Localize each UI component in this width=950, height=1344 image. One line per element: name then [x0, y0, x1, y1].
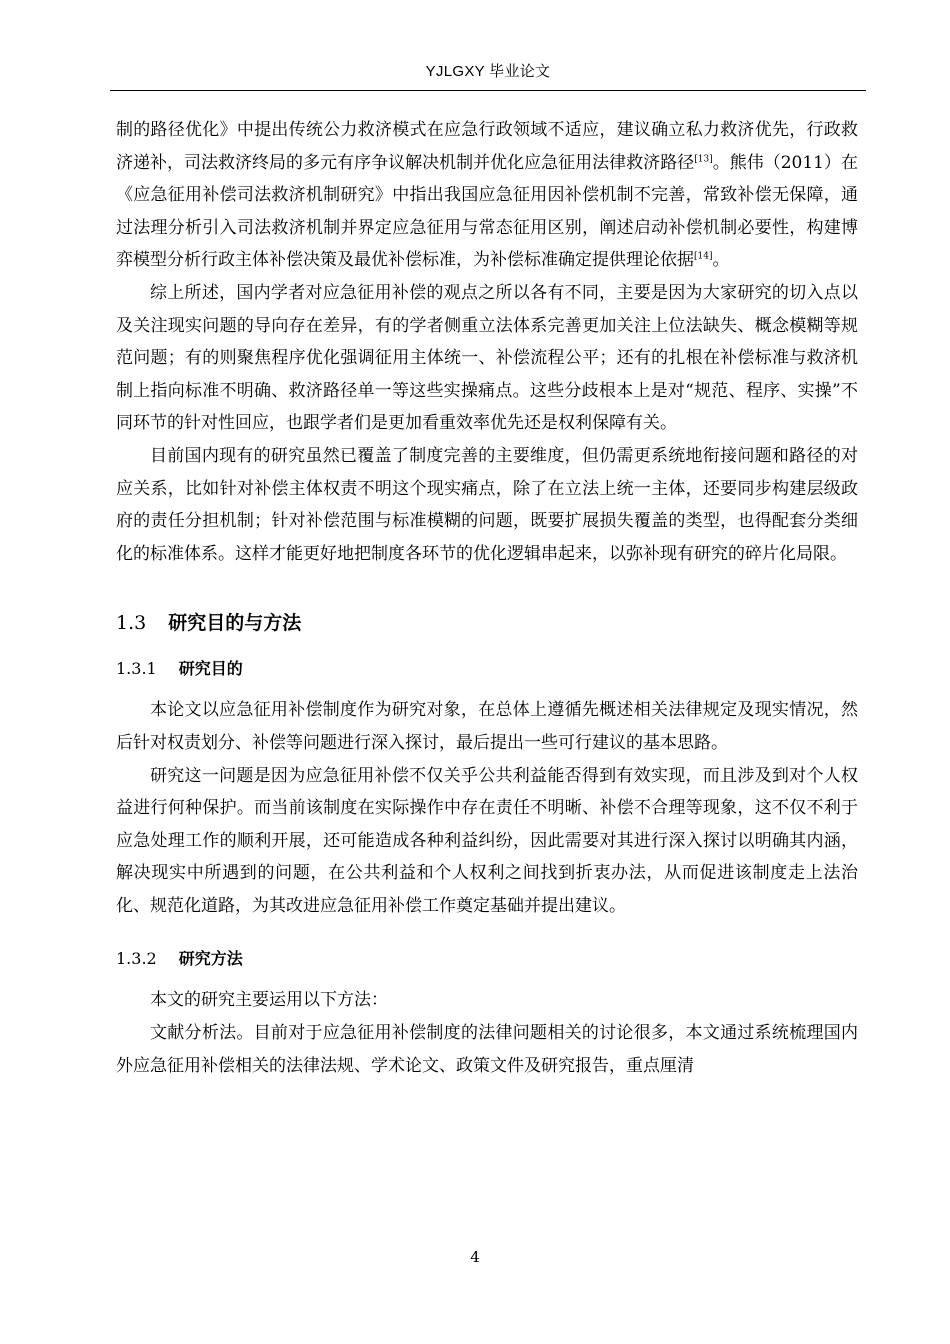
page-number: 4	[470, 1248, 480, 1266]
body-paragraph: 本论文以应急征用补偿制度作为研究对象，在总体上遵循先概述相关法律规定及现实情况，然后针对权责划分、补偿等问题进行深入探讨，最后提出一些可行建议的基本思路。	[116, 700, 858, 753]
running-header: YJLGXY 毕业论文	[425, 63, 551, 80]
body-paragraph: 本文的研究主要运用以下方法：	[150, 990, 388, 1011]
subsection-number: 1.3.2	[116, 949, 157, 969]
body-paragraph: 目前国内现有的研究虽然已覆盖了制度完善的主要维度，但仍需更系统地衔接问题和路径的对应关系，比如针对补偿主体权责不明这个现实痛点，除了在立法上统一主体，还要同步构建层级政府的责任分担机制；针对补偿范围与标准模糊的问题，既要扩展损失覆盖的类型，也得配套分类细化的标准体系。这样才能更好地把制度各环节的优化逻辑串起来，以弥补现有研究的碎片化局限。	[116, 445, 858, 564]
section-heading	[116, 610, 858, 636]
subsection-title: 研究方法	[178, 949, 243, 969]
page-body	[116, 114, 858, 1082]
body-paragraph: 研究这一问题是因为应急征用补偿不仅关乎公共利益能否得到有效实现，而且涉及到对个人权益进行何种保护。而当前该制度在实际操作中存在责任不明晰、补偿不合理等现象，这不仅不利于应急处理工作的顺利开展，还可能造成各种利益纠纷，因此需要对其进行深入探讨以明确其内涵，解决现实中所遇到的问题，在公共利益和个人权利之间找到折衷办法，从而促进该制度走上法治化、规范化道路，为其改进应急征用补偿工作奠定基础并提出建议。	[116, 765, 858, 916]
body-paragraph: 综上所述，国内学者对应急征用补偿的观点之所以各有不同，主要是因为大家研究的切入点以及关注现实问题的导向存在差异，有的学者侧重立法体系完善更加关注上位法缺失、概念模糊等规范问题；有的则聚焦程序优化强调征用主体统一、补偿流程公平；还有的扎根在补偿标准与救济机制上指向标准不明确、救济路径单一等这些实操痛点。这些分歧根本上是对“规范、程序、实操”不同环节的针对性回应，也跟学者们是更加看重效率优先还是权利保障有关。	[116, 282, 858, 434]
subsection-heading	[116, 656, 858, 682]
subsection-number: 1.3.1	[116, 659, 157, 679]
citation-ref: [14]	[694, 251, 713, 262]
citation-ref: [13]	[694, 153, 713, 164]
section-title: 研究目的与方法	[168, 612, 302, 635]
section-number: 1.3	[116, 612, 147, 635]
body-paragraph: 制的路径优化》中提出传统公力救济模式在应急行政领域不适应，建议确立私力救济优先，行政救济递补，司法救济终局的多元有序争议解决机制并优化应急征用法律救济路径[13]。熊伟（2011）在《应急征用补偿司法救济机制研究》中指出我国应急征用因补偿机制不完善，常致补偿无保障，通过法理分析引入司法救济机制并界定应急征用与常态征用区别，阐述启动补偿机制必要性，构建博弈模型分析行政主体补偿决策及最优补偿标准，为补偿标准确定提供理论依据[14]。	[116, 120, 859, 271]
subsection-heading	[116, 946, 858, 972]
subsection-title: 研究目的	[178, 659, 243, 679]
header-rule	[110, 90, 866, 91]
body-paragraph: 文献分析法。目前对于应急征用补偿制度的法律问题相关的讨论很多，本文通过系统梳理国内外应急征用补偿相关的法律法规、学术论文、政策文件及研究报告，重点厘清	[116, 1023, 858, 1076]
